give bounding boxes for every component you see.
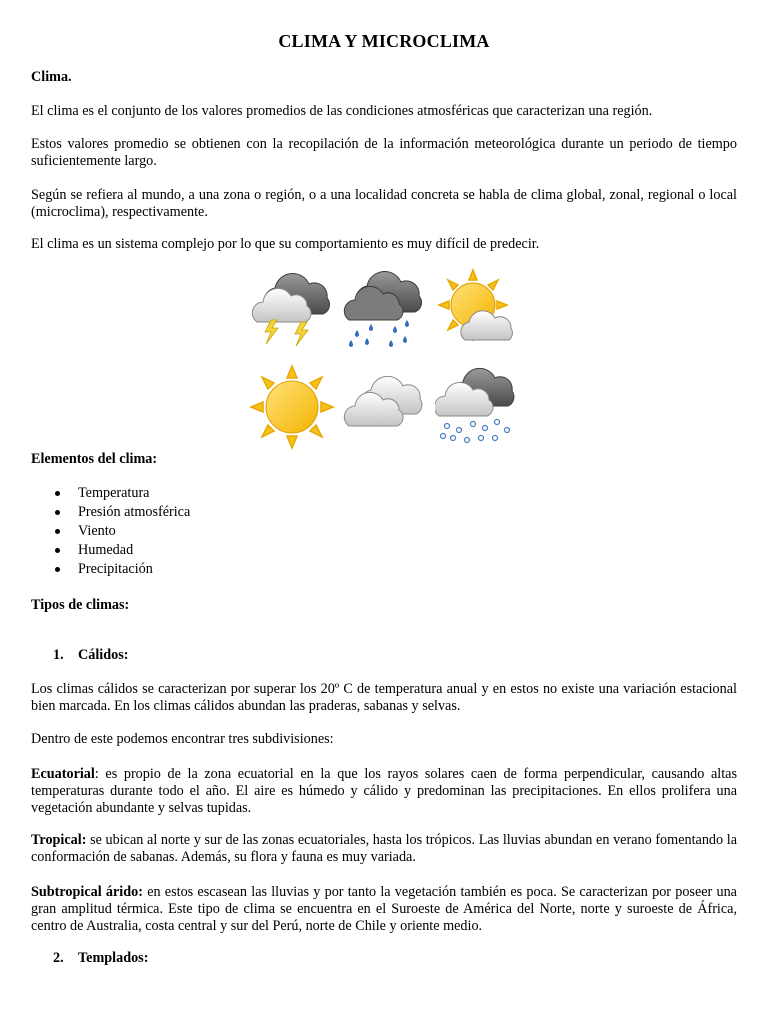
list-item: Presión atmosférica (31, 503, 431, 522)
calidos-intro: Los climas cálidos se caracterizan por superar los 20º C de temperatura anual y en estos no existe una variación estacional bien marcada. En los climas cálidos abundan las praderas, sabanas y selvas. (31, 681, 737, 714)
ecuatorial-term: Ecuatorial (31, 766, 95, 782)
elementos-list (31, 484, 431, 579)
tropical-paragraph (31, 832, 737, 866)
paragraph-1: El clima es el conjunto de los valores promedios de las condiciones atmosféricas que caracterizan una región. (31, 103, 653, 119)
tipos-heading: Tipos de climas: (31, 597, 130, 613)
templados-number: 2. (53, 950, 64, 966)
calidos-heading: Cálidos: (78, 647, 129, 663)
list-item: Temperatura (31, 484, 431, 503)
list-item: Humedad (31, 541, 431, 560)
thunderstorm-icon (249, 268, 335, 354)
section-heading-clima: Clima. (31, 69, 72, 85)
ecuatorial-text: : es propio de la zona ecuatorial en la que los rayos solares caen de forma perpendicular, causando altas temperaturas durante todo el año. El aire es húmedo y cálido y predominan las precipitaciones. En ellos prolifera una vegetación abundante y selvas tupidas. (31, 766, 737, 816)
list-item: Precipitación (31, 560, 431, 579)
snow-icon (435, 364, 521, 450)
page-title: CLIMA Y MICROCLIMA (278, 31, 490, 51)
subtropical-paragraph (31, 884, 737, 935)
cloudy-icon (343, 364, 429, 450)
paragraph-2: Estos valores promedio se obtienen con la recopilación de la información meteorológica durante un periodo de tiempo suficientemente largo. (31, 136, 737, 169)
rain-icon (343, 268, 429, 354)
sun-behind-cloud-icon (435, 268, 521, 354)
paragraph-4: El clima es un sistema complejo por lo que su comportamiento es muy difícil de predecir. (31, 236, 540, 252)
tropical-term: Tropical: (31, 832, 87, 848)
elementos-heading: Elementos del clima: (31, 451, 158, 467)
list-item: Viento (31, 522, 431, 541)
templados-heading: Templados: (78, 950, 149, 966)
subdivisiones-text: Dentro de este podemos encontrar tres subdivisiones: (31, 731, 334, 747)
ecuatorial-paragraph (31, 766, 737, 817)
subtropical-term: Subtropical árido: (31, 884, 143, 900)
subtropical-text: en estos escasean las lluvias y por tanto la vegetación también es poca. Se caracterizan por poseer una gran amplitud térmica. Este tipo de clima se encuentra en el Suroeste de América del Norte, norte y suroeste de África, centro de Australia, costa central y sur del Perú, norte de Chile y oriente medio. (31, 884, 737, 934)
weather-icons-grid (249, 268, 521, 450)
paragraph-3: Según se refiera al mundo, a una zona o región, o a una localidad concreta se habla de clima global, zonal, regional o local (microclima), respectivamente. (31, 187, 737, 220)
calidos-number: 1. (53, 647, 64, 663)
sun-icon (249, 364, 335, 450)
tropical-text: se ubican al norte y sur de las zonas ecuatoriales, hasta los trópicos. Las lluvias abundan en verano fomentando la conformación de sabanas. Además, su flora y fauna es muy variada. (31, 832, 737, 865)
